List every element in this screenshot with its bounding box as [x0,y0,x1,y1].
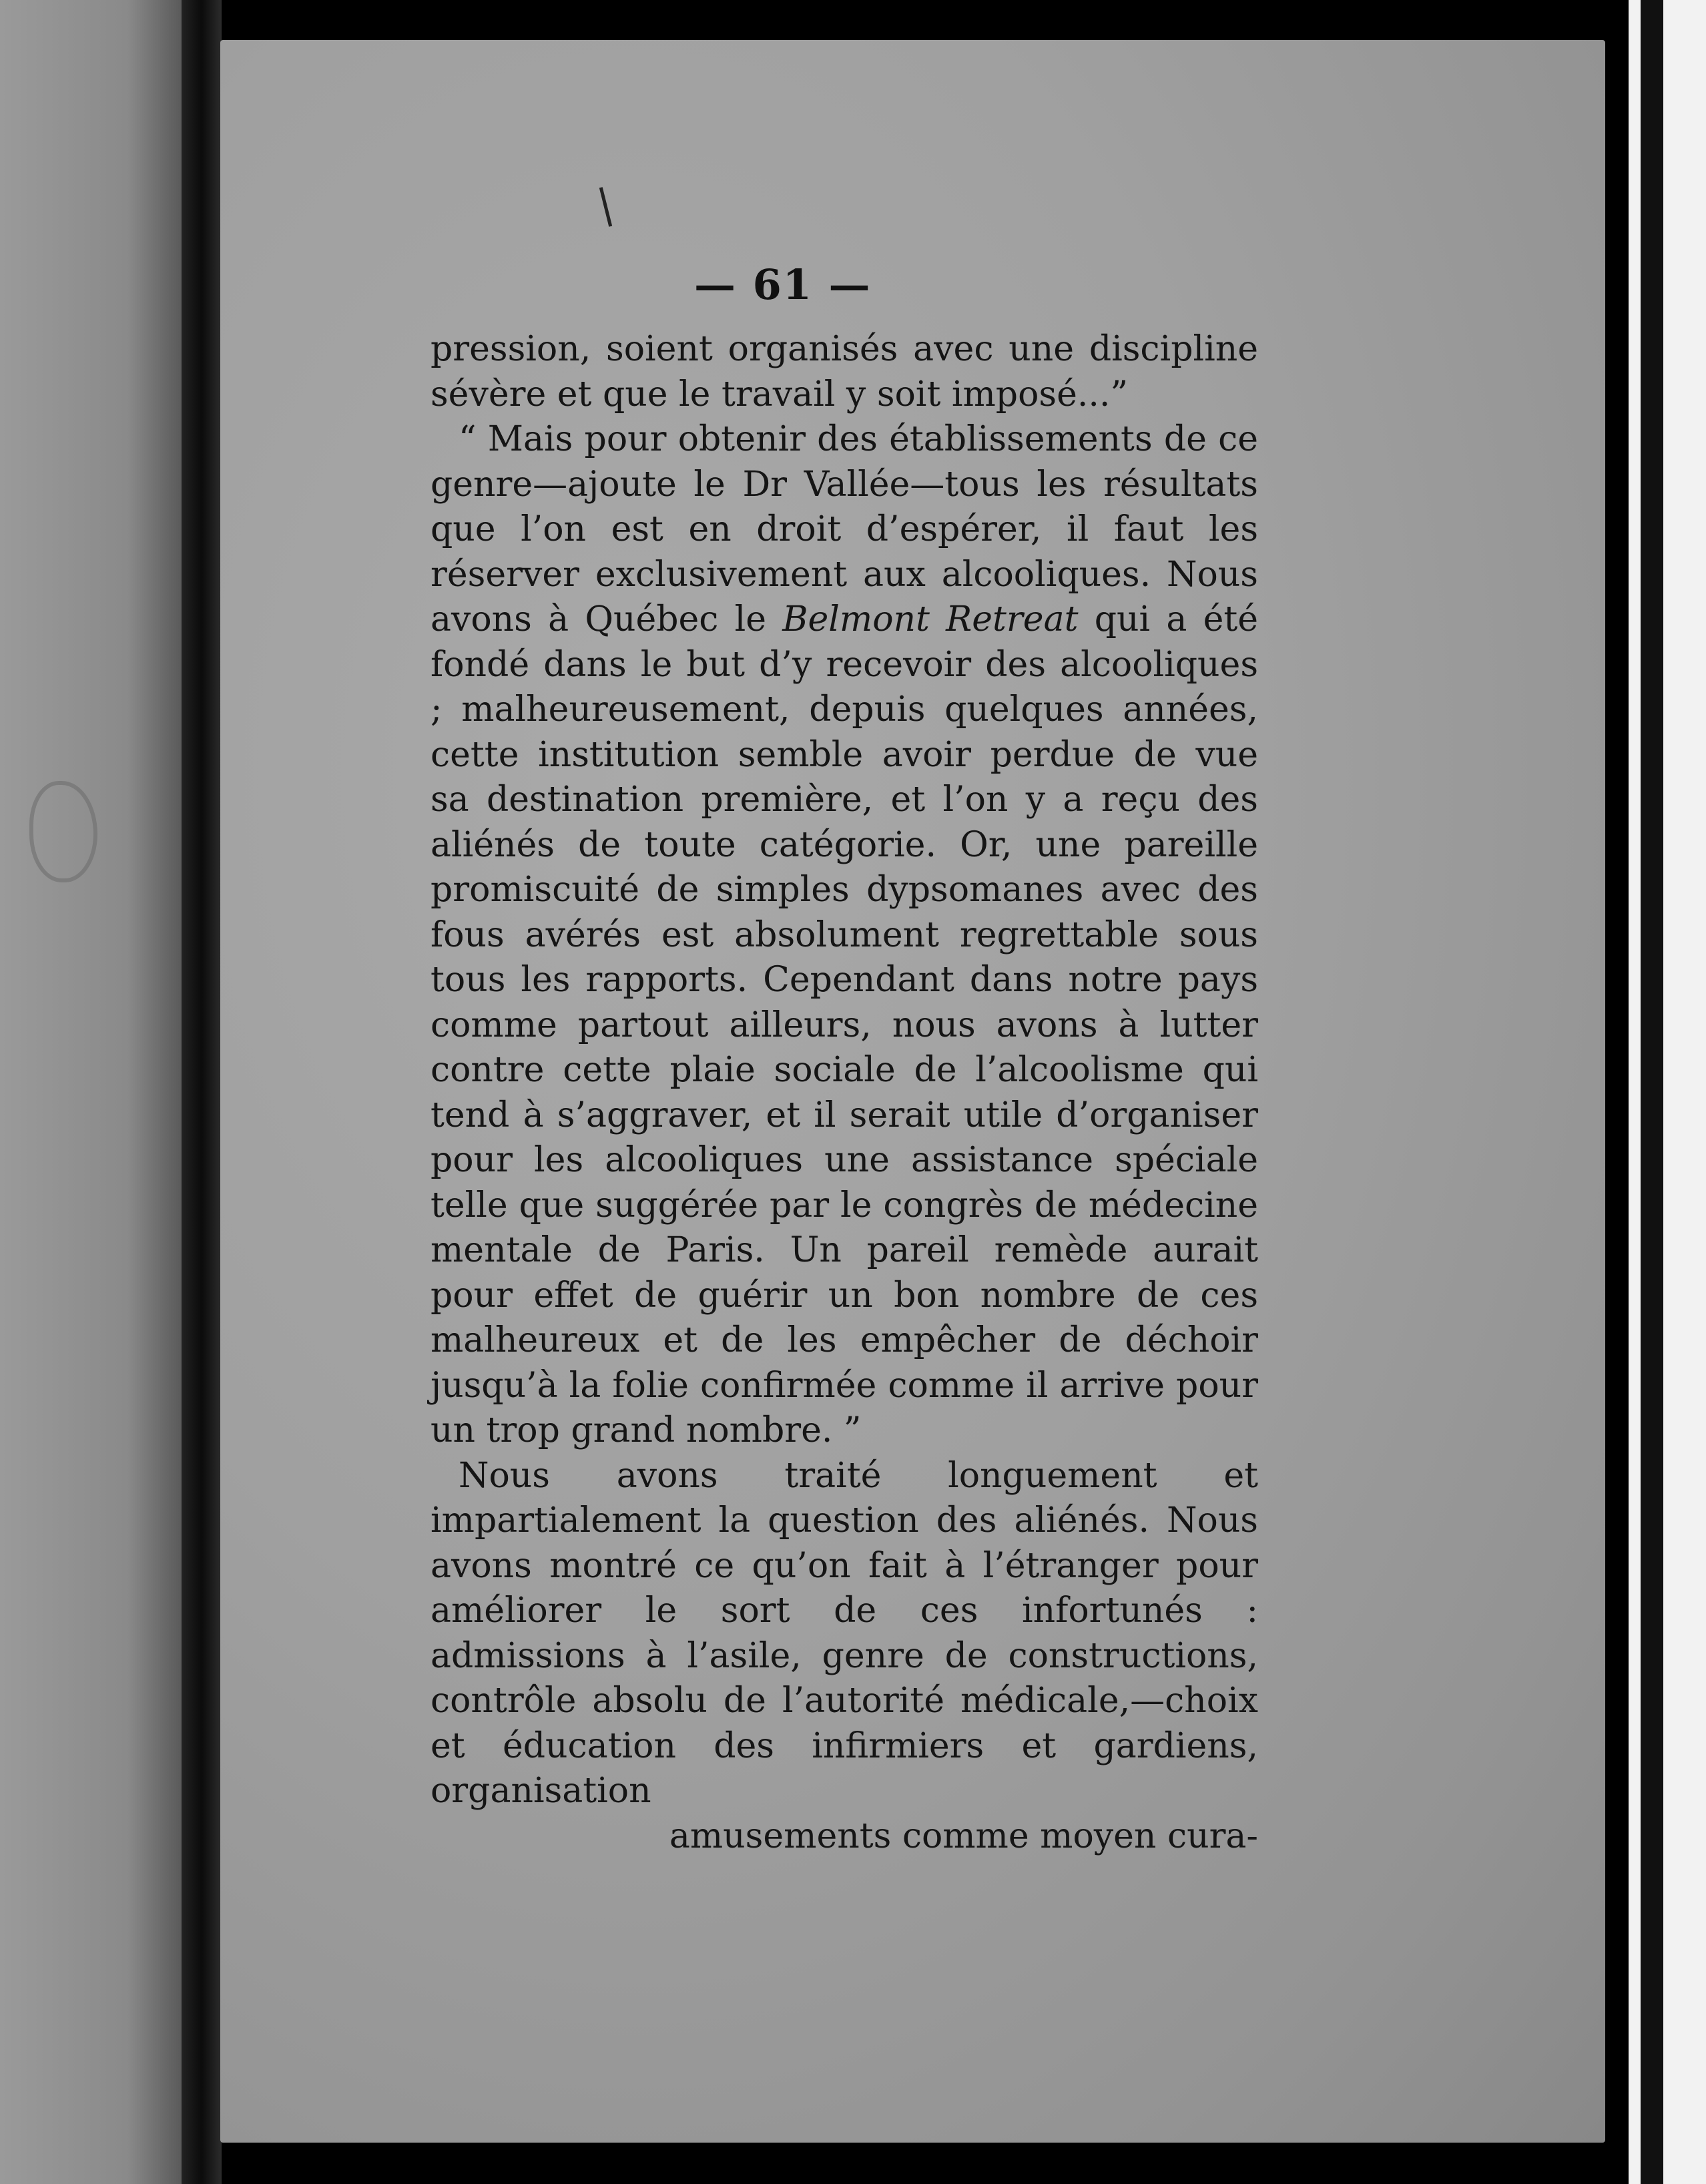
paragraph-summary: Nous avons traité longuement et impartialement la question des aliénés. Nous avons montré ce qu’on fait à l’étranger pour améliorer le sort de ces infortunés : admissions à l’asile, genre de constructions, contrôle absolu de l’autorité médicale,—choix et éducation des infirmiers et gardiens, organisation [431,1455,1258,1811]
last-line: amusements comme moyen cura- [669,1816,1258,1856]
body-text [431,327,1258,1859]
facing-page-fragment [0,0,182,2184]
paragraph-continuation: pression, soient organisés avec une discipline sévère et que le travail y soit imposé...” [431,329,1258,415]
scanner-edge-bar [1641,0,1663,2184]
institution-name: Belmont Retreat [782,599,1079,639]
scanner-edge [1629,0,1706,2184]
page-number: — 61 — [694,260,872,309]
quote-text-part-1: “ Mais pour obtenir des établissements de ce genre—ajoute le Dr Vallée—tous les résultats que l’on est en droit d’espérer, il faut les réserver exclusivement aux alcooliques. Nous avons à Québec le [431,419,1258,639]
paragraph-quote [431,417,1258,1454]
pencil-mark [29,781,97,882]
book-gutter [182,0,222,2184]
quote-text-part-2: qui a été fondé dans le but d’y recevoir des alcooliques ; malheureusement, depuis quelques années, cette institution semble avoir perdue de vue sa destination première, et l’on y a reçu des aliénés de toute catégorie. Or, une pareille promiscuité de simples dypsomanes avec des fous avérés est absolument regrettable sous tous les rapports. Cependant dans notre pays comme partout ailleurs, nous avons à lutter contre cette plaie sociale de l’alcoolisme qui tend à s’aggraver, et il serait utile d’organiser pour les alcooliques une assistance spéciale telle que suggérée par le congrès de médecine mentale de Paris. Un pareil remède aurait pour effet de guérir un bon nombre de ces malheureux et de les empêcher de déchoir jusqu’à la folie confirmée comme il arrive pour un trop grand nombre. ” [431,599,1259,1450]
